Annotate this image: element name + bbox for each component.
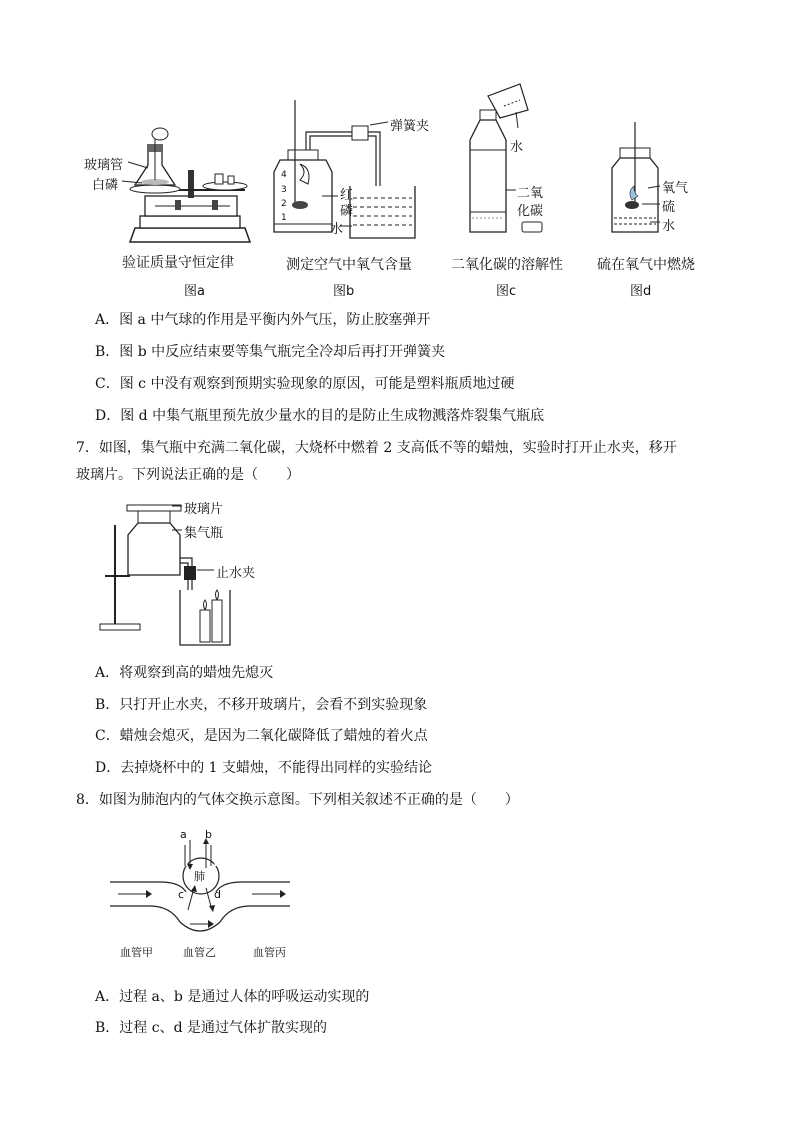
label-water-stop-clip: 止水夹: [216, 566, 256, 581]
scale-3: 3: [281, 185, 287, 195]
q7-option-c: C．蜡烛会熄灭，是因为二氧化碳降低了蜡烛的着火点: [95, 728, 428, 744]
label-vessel-bing: 血管丙: [253, 946, 286, 959]
scale-4: 4: [281, 170, 287, 180]
label-process-d: d: [214, 888, 221, 901]
q6-option-c: C．图 c 中没有观察到预期实验现象的原因，可能是塑料瓶质地过硬: [95, 376, 515, 392]
tag-d: 图d: [630, 284, 652, 299]
label-phosphorus: 磷: [340, 204, 354, 219]
label-co2-line2: 化碳: [517, 204, 544, 219]
tag-c: 图c: [496, 284, 517, 299]
label-process-b: b: [205, 828, 212, 841]
q8-option-a: A．过程 a、b 是通过人体的呼吸运动实现的: [95, 989, 370, 1005]
label-process-c: c: [178, 888, 185, 901]
q7-option-b: B．只打开止水夹，不移开玻璃片，会看不到实验现象: [95, 697, 428, 713]
label-vessel-yi: 血管乙: [183, 946, 216, 959]
label-vessel-jia: 血管甲: [120, 946, 153, 959]
caption-b: 测定空气中氧气含量: [286, 257, 412, 273]
caption-c: 二氧化碳的溶解性: [451, 257, 563, 273]
label-water-c: 水: [510, 140, 524, 155]
q7-option-d: D．去掉烧杯中的 1 支蜡烛，不能得出同样的实验结论: [95, 760, 433, 776]
tag-a: 图a: [184, 284, 205, 299]
label-alveolus: 肺: [194, 870, 205, 883]
q7-stem-line2: 玻璃片。下列说法正确的是（ ）: [76, 467, 300, 483]
label-water-b: 水: [330, 222, 344, 237]
label-water-d: 水: [662, 219, 676, 234]
scale-1: 1: [281, 213, 287, 223]
caption-a: 验证质量守恒定律: [122, 255, 234, 271]
tag-b: 图b: [333, 284, 355, 299]
label-oxygen: 氧气: [662, 181, 689, 196]
label-co2-line1: 二氧: [517, 186, 544, 201]
label-red: 红: [340, 188, 354, 203]
q6-option-b: B．图 b 中反应结束要等集气瓶完全冷却后再打开弹簧夹: [95, 344, 446, 360]
label-spring-clip: 弹簧夹: [390, 119, 430, 134]
q6-option-a: A．图 a 中气球的作用是平衡内外气压，防止胶塞弹开: [95, 312, 431, 328]
q8-stem: 8．如图为肺泡内的气体交换示意图。下列相关叙述不正确的是（ ）: [76, 792, 519, 808]
label-sulfur: 硫: [662, 200, 676, 215]
q7-option-a: A．将观察到高的蜡烛先熄灭: [95, 665, 274, 681]
label-glass-tube: 玻璃管: [84, 158, 124, 173]
label-white-phosphorus: 白磷: [92, 178, 119, 193]
label-gas-jar: 集气瓶: [184, 526, 224, 541]
label-process-a: a: [180, 828, 187, 841]
q6-option-d: D．图 d 中集气瓶里预先放少量水的目的是防止生成物溅落炸裂集气瓶底: [95, 408, 545, 424]
label-glass-plate: 玻璃片: [184, 502, 224, 517]
q7-stem-line1: 7．如图，集气瓶中充满二氧化碳，大烧杯中燃着 2 支高低不等的蜡烛，实验时打开止水夹，移开: [76, 440, 677, 456]
caption-d: 硫在氧气中燃烧: [597, 257, 695, 273]
q8-option-b: B．过程 c、d 是通过气体扩散实现的: [95, 1020, 327, 1036]
scale-2: 2: [281, 199, 287, 209]
